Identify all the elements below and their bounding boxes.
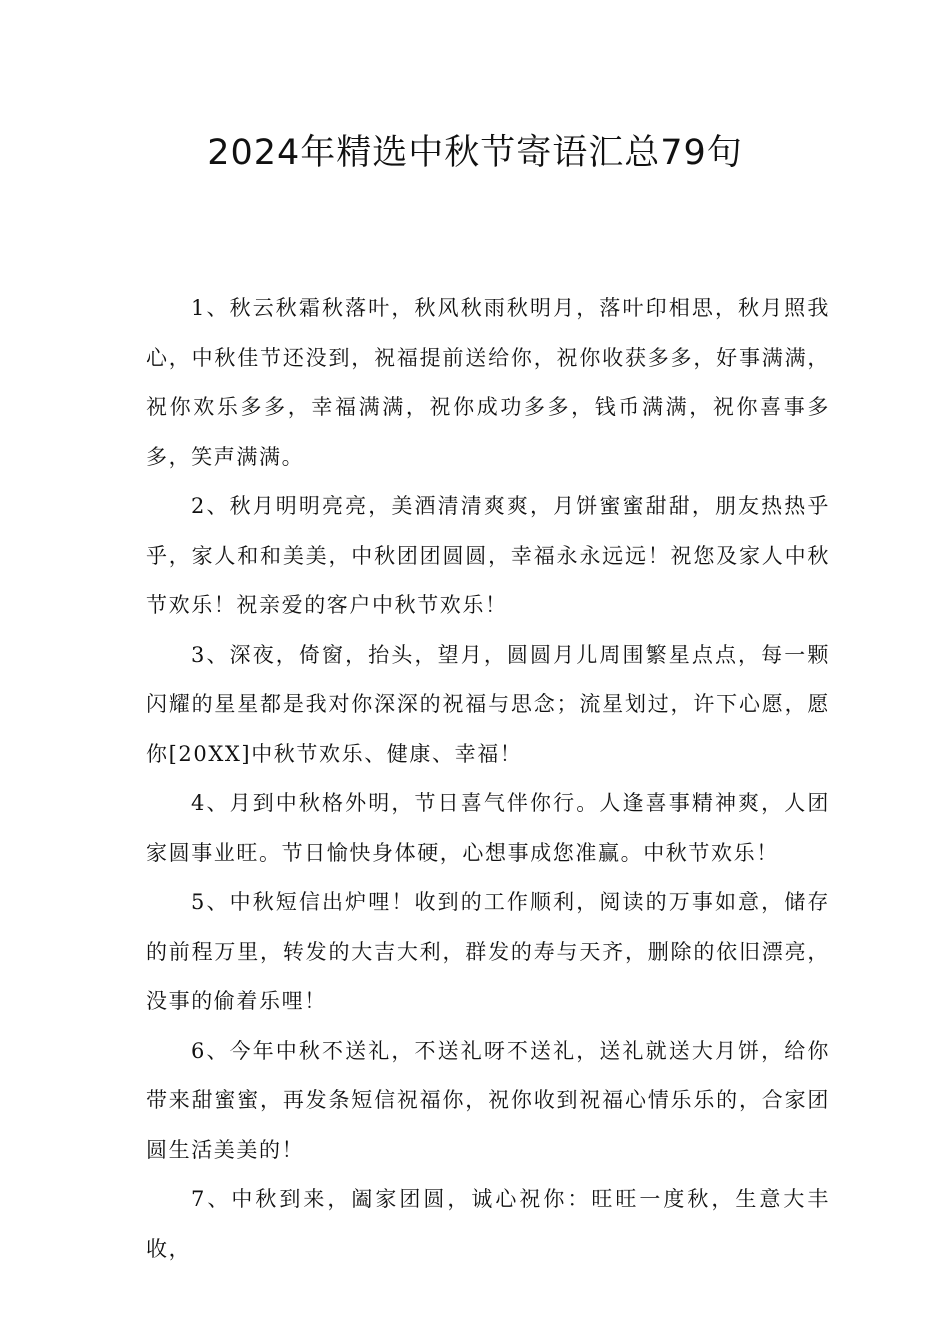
paragraph-5: 5、中秋短信出炉哩！收到的工作顺利，阅读的万事如意，储存的前程万里，转发的大吉大利，群发的寿与天齐，删除的依旧漂亮，没事的偷着乐哩！ bbox=[146, 890, 830, 1013]
paragraph-6: 6、今年中秋不送礼，不送礼呀不送礼，送礼就送大月饼，给你带来甜蜜蜜，再发条短信祝福你，祝你收到祝福心情乐乐的，合家团圆生活美美的！ bbox=[146, 1038, 830, 1162]
paragraph-2: 2、秋月明明亮亮，美酒清清爽爽，月饼蜜蜜甜甜，朋友热热乎乎，家人和和美美，中秋团团圆圆，幸福永永远远！祝您及家人中秋节欢乐！祝亲爱的客户中秋节欢乐！ bbox=[146, 494, 830, 617]
document-body bbox=[146, 284, 830, 1274]
document-title: 2024年精选中秋节寄语汇总79句 bbox=[207, 133, 743, 173]
paragraph-1: 1、秋云秋霜秋落叶，秋风秋雨秋明月，落叶印相思，秋月照我心，中秋佳节还没到，祝福提前送给你，祝你收获多多，好事满满，祝你欢乐多多，幸福满满，祝你成功多多，钱币满满，祝你喜事多多，笑声满满。 bbox=[146, 296, 830, 469]
paragraph-3: 3、深夜，倚窗，抬头，望月，圆圆月儿周围繁星点点，每一颗闪耀的星星都是我对你深深的祝福与思念；流星划过，许下心愿，愿你[20XX]中秋节欢乐、健康、幸福！ bbox=[146, 642, 830, 766]
paragraph-7: 7、中秋到来，阖家团圆，诚心祝你：旺旺一度秋，生意大丰收， bbox=[146, 1187, 830, 1261]
paragraph-4: 4、月到中秋格外明，节日喜气伴你行。人逢喜事精神爽，人团家圆事业旺。节日愉快身体硬，心想事成您准赢。中秋节欢乐！ bbox=[146, 791, 830, 865]
